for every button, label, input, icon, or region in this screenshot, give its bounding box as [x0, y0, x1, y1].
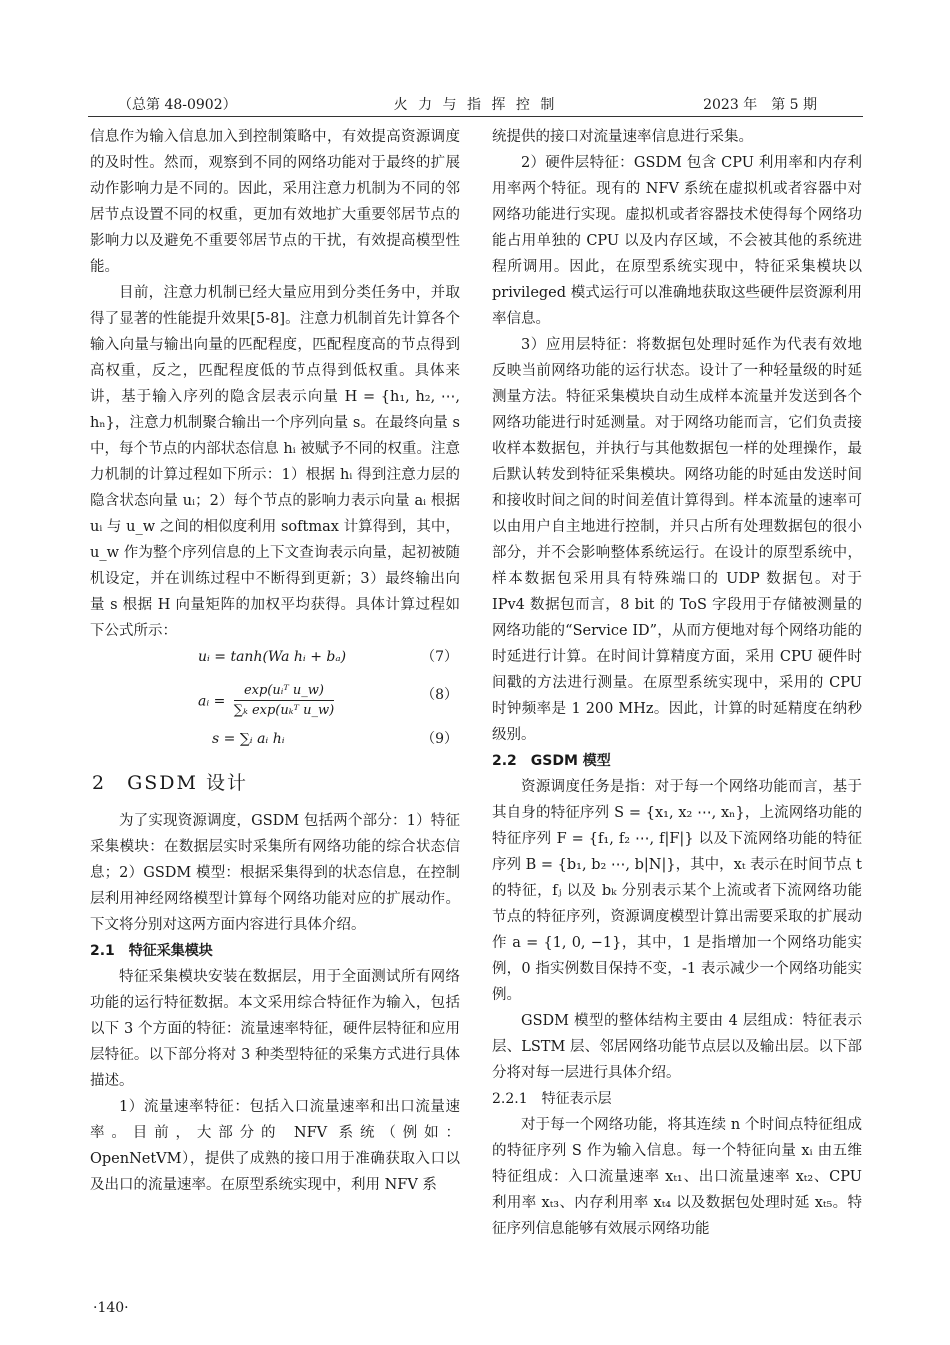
- section-title: 2 GSDM 设计: [92, 772, 249, 794]
- paragraph: 3）应用层特征：将数据包处理时延作为代表有效地反映当前网络功能的运行状态。设计了一种轻量级的时延测量方法。特征采集模块自动生成样本流量并发送到各个网络功能进行时延测量。对于网络功能而言，它们负责接收样本数据包，并执行与其他数据包一样的处理操作，最后默认转发到特征采集模块。网络功能的时延由发送时间和接收时间之间的时间差值计算得到。样本流量的速率可以由用户自主地进行控制，并只占所有处理数据包的很小部分，并不会影响整体系统运行。在设计的原型系统中，样本数据包采用具有特殊端口的 UDP 数据包。对于 IPv4 数据包而言，8 bit 的 ToS 字段用于存储被测量的网络功能的“Service ID”，从而方便地对每个网络功能的时延进行计算。在时间计算精度方面，采用 CPU 硬件时间戳的方法进行测量。在原型系统实现中，采用的 CPU 时钟频率是 1 200 MHz。因此，计算的时延精度在纳秒级别。: [492, 337, 862, 743]
- subsection-title: 2.2 GSDM 模型: [492, 753, 611, 769]
- equation-number: （9）: [421, 731, 458, 747]
- running-header: [88, 92, 863, 117]
- equation-7: [90, 644, 460, 670]
- paragraph: 对于每一个网络功能，将其连续 n 个时间点特征组成的特征序列 S 作为输入信息。每一个特征向量 xᵢ 由五维特征组成：入口流量速率 xₜ₁、出口流量速率 xₜ₂、CPU 利用率 xₜ₃、内存利用率 xₜ₄ 以及数据包处理时延 xₜ₅。特征序列信息能够有效展示网络功能: [492, 1117, 862, 1237]
- paragraph: 2）硬件层特征：GSDM 包含 CPU 利用率和内存利用率两个特征。现有的 NFV 系统在虚拟机或者容器中对网络功能进行实现。虚拟机或者容器技术使得每个网络功能占用单独的 CPU 以及内存区域，不会被其他的系统进程所调用。因此，在原型系统实现中，特征采集模块以 privileged 模式运行可以准确地获取这些硬件层资源利用率信息。: [492, 155, 862, 327]
- equation-7-lhs: uᵢ = tanh(W: [198, 649, 282, 665]
- subsection-title: 2.1 特征采集模块: [90, 943, 213, 959]
- equation-8-lhs: aᵢ =: [198, 693, 226, 710]
- paragraph: 统提供的接口对流量速率信息进行采集。: [492, 129, 753, 145]
- paragraph: 为了实现资源调度，GSDM 包括两个部分：1）特征采集模块：在数据层实时采集所有网络功能的综合状态信息；2）GSDM 模型：根据采集得到的状态信息，在控制层利用神经网络模型计算每个网络功能对应的扩展动作。下文将分别对这两方面内容进行具体介绍。: [90, 813, 460, 933]
- page-number: ·140·: [93, 1300, 129, 1316]
- left-column: [90, 124, 460, 1198]
- equation-8: [90, 670, 460, 720]
- equation-7-rhs: a hᵢ + bₐ): [281, 649, 347, 665]
- header-issue-number: （总第 48-0902）: [118, 97, 237, 113]
- equation-9: [90, 720, 460, 760]
- equation-9-body: s = ∑ᵢ aᵢ hᵢ: [212, 731, 285, 747]
- right-column: [492, 124, 862, 1242]
- equation-8-denominator: ∑ₖ exp(uₖᵀ u_w): [233, 703, 335, 718]
- paragraph: 资源调度任务是指：对于每一个网络功能而言，基于其自身的特征序列 S = {x₁, x₂ ⋯, xₙ}，上流网络功能的特征序列 F = {f₁, f₂ ⋯, f|F|} 以及下流网络功能的特征序列 B = {b₁, b₂ ⋯, b|N|}，其中，xₜ 表示在时间节点 t 的特征，fⱼ 以及 bₖ 分别表示某个上流或者下流网络功能节点的特征序列，资源调度模型计算出需要采取的扩展动作 a = {1, 0, −1}，其中，1 是指增加一个网络功能实例，0 指实例数目保持不变，-1 表示减少一个网络功能实例。: [492, 779, 862, 1003]
- paragraph: 目前，注意力机制已经大量应用到分类任务中，并取得了显著的性能提升效果[5-8]。注意力机制首先计算各个输入向量与输出向量的匹配程度，匹配程度高的节点得到高权重，反之，匹配程度低的节点得到低权重。具体来讲，基于输入序列的隐含层表示向量 H = {h₁, h₂, ⋯, hₙ}，注意力机制聚合输出一个序列向量 s。在最终向量 s 中，每个节点的内部状态信息 hᵢ 被赋予不同的权重。注意力机制的计算过程如下所示：1）根据 hᵢ 得到注意力层的隐含状态向量 uᵢ；2）每个节点的影响力表示向量 aᵢ 根据 uᵢ 与 u_w 之间的相似度利用 softmax 计算得到，其中，u_w 作为整个序列信息的上下文查询表示向量，起初被随机设定，并在训练过程中不断得到更新；3）最终输出向量 s 根据 H 向量矩阵的加权平均获得。具体计算过程如下公式所示：: [90, 285, 460, 639]
- paragraph: GSDM 模型的整体结构主要由 4 层组成：特征表示层、LSTM 层、邻居网络功能节点层以及输出层。以下部分将对每一层进行具体介绍。: [492, 1013, 862, 1081]
- paragraph: 信息作为输入信息加入到控制策略中，有效提高资源调度的及时性。然而，观察到不同的网络功能对于最终的扩展动作影响力是不同的。因此，采用注意力机制为不同的邻居节点设置不同的权重，更加有效地扩大重要邻居节点的影响力以及避免不重要邻居节点的干扰，有效提高模型性能。: [90, 129, 460, 275]
- paragraph: 特征采集模块安装在数据层，用于全面测试所有网络功能的运行特征数据。本文采用综合特征作为输入，包括以下 3 个方面的特征：流量速率特征，硬件层特征和应用层特征。以下部分将对 3 种类型特征的采集方式进行具体描述。: [90, 969, 460, 1089]
- equation-number: （7）: [421, 649, 458, 665]
- equation-number: （8）: [421, 687, 458, 703]
- paragraph: 1）流量速率特征：包括入口流量速率和出口流量速率。目前，大部分的 NFV 系统（例如：OpenNetVM），提供了成熟的接口用于准确获取入口以及出口的流量速率。在原型系统实现中，利用 NFV 系: [90, 1099, 460, 1193]
- subsubsection-title: 2.2.1 特征表示层: [492, 1091, 612, 1107]
- equation-8-fraction: [234, 682, 334, 721]
- equation-8-numerator: exp(uᵢᵀ u_w): [234, 682, 334, 701]
- header-year-issue: 2023 年 第 5 期: [703, 97, 817, 113]
- header-journal-title: 火 力 与 指 挥 控 制: [393, 97, 558, 113]
